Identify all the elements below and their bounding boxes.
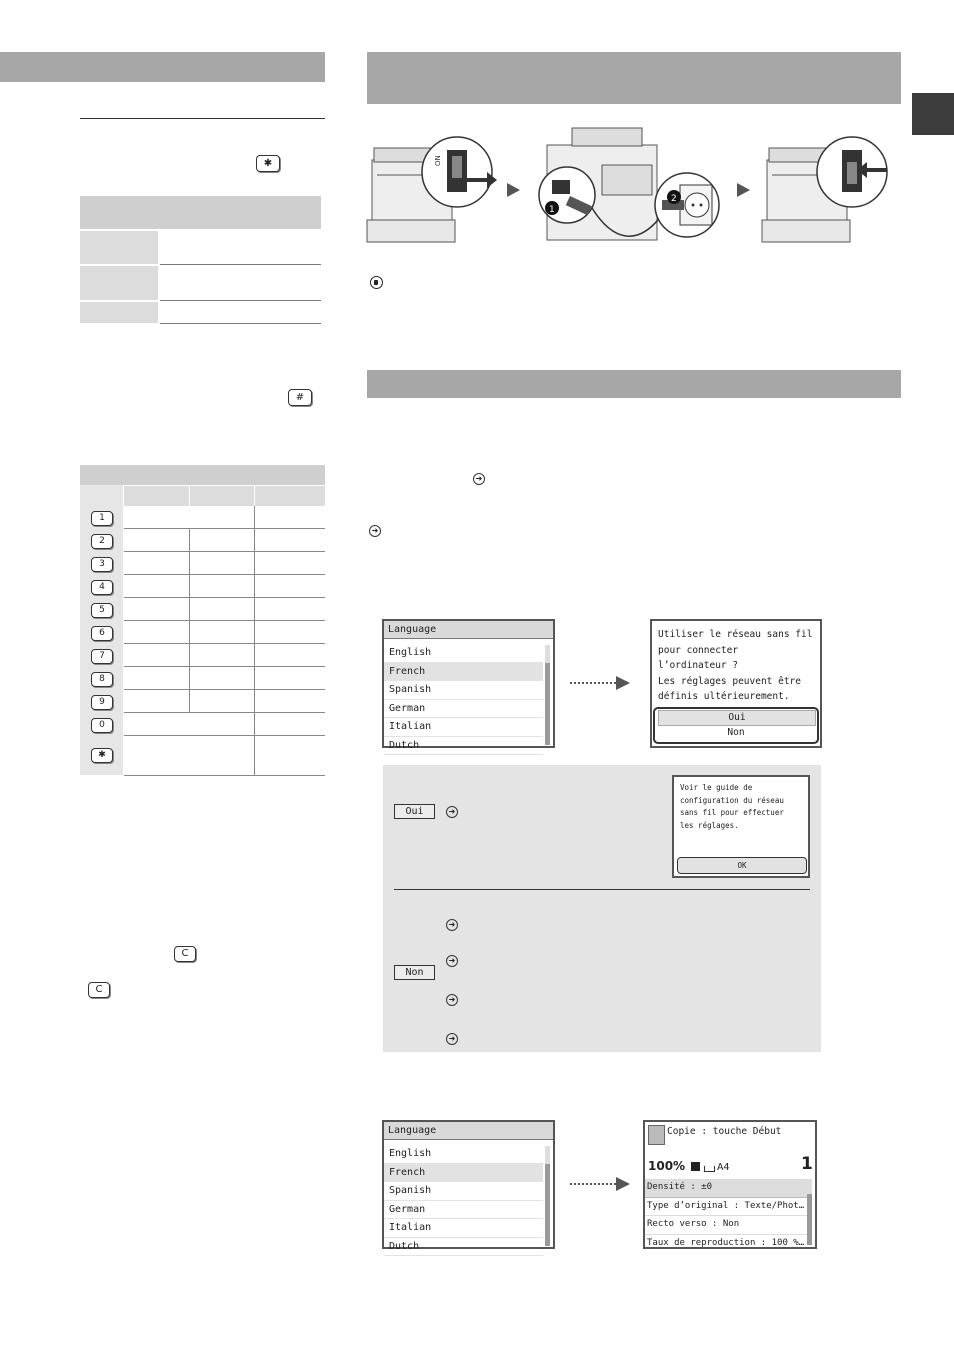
guide-line: sans fil pour effectuer [680, 808, 784, 817]
table-rule [124, 735, 325, 736]
table-rule [124, 666, 325, 667]
language-list [384, 1145, 553, 1256]
table-row-label [80, 266, 158, 300]
guide-line: configuration du réseau [680, 795, 784, 805]
divider [80, 118, 325, 119]
language-item[interactable]: French [384, 1164, 543, 1183]
table-rule [124, 551, 325, 552]
on-label: ON [434, 155, 442, 166]
numpad-key-0: 0 [91, 718, 113, 733]
guide-line: Voir le guide de [680, 783, 753, 792]
numpad-key-4: 4 [91, 580, 113, 595]
screen-title: Language [384, 621, 553, 639]
language-list [384, 644, 553, 755]
power-on-illustration [362, 120, 907, 255]
numpad-key-1: 1 [91, 511, 113, 526]
clear-key: C [174, 946, 196, 962]
language-item[interactable]: Spanish [384, 1182, 543, 1201]
numpad-key-6: 6 [91, 626, 113, 641]
table-rule [124, 597, 325, 598]
copy-title: Copie : touche Début [667, 1126, 782, 1137]
right-section-bar [367, 52, 901, 104]
language-item[interactable]: German [384, 1201, 543, 1220]
language-item[interactable]: Italian [384, 718, 543, 737]
left-section-bar [0, 52, 325, 82]
table-rule [160, 300, 321, 301]
non-option[interactable]: Non [727, 727, 745, 738]
language-item[interactable]: Italian [384, 1219, 543, 1238]
table-rule [160, 264, 321, 265]
table-rule [124, 643, 325, 644]
screen-title: Language [384, 1122, 553, 1140]
guide-line: les réglages. [680, 820, 739, 830]
panel-divider [394, 889, 810, 890]
numpad-header [80, 465, 325, 485]
paper-size: A4 [717, 1162, 730, 1173]
table-header [80, 196, 321, 229]
callout-two-label: 2 [671, 194, 677, 204]
scroll-thumb[interactable] [545, 1164, 550, 1246]
setting-row[interactable]: Taux de reproduction : 100 %… [647, 1237, 805, 1248]
language-screen [382, 619, 555, 751]
reference-arrow-icon: ➜ [446, 1033, 458, 1045]
language-item[interactable]: French [384, 663, 543, 682]
language-item[interactable]: English [384, 644, 543, 663]
copy-count: 1 [801, 1154, 813, 1174]
copy-screen [643, 1120, 817, 1249]
clear-key: C [88, 982, 110, 998]
oui-label: Oui [394, 804, 435, 819]
right-section-bar-2 [367, 370, 901, 398]
prompt-line: pour connecter [658, 644, 739, 656]
dotted-arrow [570, 1183, 616, 1185]
table-rule [160, 323, 321, 324]
language-screen-2 [382, 1120, 555, 1252]
table-rule [124, 528, 325, 529]
numpad-key-9: 9 [91, 695, 113, 710]
language-item[interactable]: Dutch [384, 737, 543, 756]
prompt-line: Utiliser le réseau sans fil [658, 629, 813, 640]
star-key: ✱ [256, 155, 280, 172]
ok-button[interactable]: OK [677, 857, 807, 874]
guide-screen [672, 775, 810, 878]
numpad-key-7: 7 [91, 649, 113, 664]
zoom-value: 100% [648, 1159, 686, 1173]
setting-row[interactable]: Densité : ±0 [645, 1179, 808, 1198]
copy-settings [645, 1179, 808, 1252]
copy-icon [648, 1125, 665, 1145]
hash-key: # [288, 389, 312, 406]
non-label: Non [394, 965, 435, 980]
reference-arrow-icon: ➜ [446, 994, 458, 1006]
arrow-head [616, 1177, 630, 1191]
language-item[interactable]: Dutch [384, 1238, 543, 1257]
scroll-thumb[interactable] [545, 663, 550, 745]
paper-icon [691, 1162, 700, 1171]
reference-arrow-icon: ➜ [473, 473, 485, 485]
setting-row[interactable]: Type d’original : Texte/Phot… [645, 1198, 808, 1217]
table-rule [124, 775, 325, 776]
step-arrow [507, 183, 520, 197]
numpad-subheader [124, 486, 325, 506]
numpad-key-star: ✱ [91, 748, 113, 763]
col-divider [189, 486, 190, 506]
col-rule [254, 506, 255, 775]
prompt-line: définis ultérieurement. [658, 691, 790, 702]
chapter-tab [912, 93, 954, 135]
scroll-thumb[interactable] [807, 1194, 812, 1245]
setting-row[interactable]: Recto verso : Non [645, 1216, 808, 1235]
tray-icon [704, 1166, 715, 1172]
reference-arrow-icon: ➜ [446, 955, 458, 967]
wireless-prompt-screen [650, 619, 822, 748]
numpad-key-8: 8 [91, 672, 113, 687]
table-rule [124, 620, 325, 621]
language-item[interactable]: English [384, 1145, 543, 1164]
table-row-label [80, 231, 158, 264]
numpad-key-2: 2 [91, 534, 113, 549]
oui-option[interactable]: Oui [658, 710, 816, 726]
callout-one-label: 1 [549, 205, 555, 215]
table-rule [124, 574, 325, 575]
reference-arrow-icon: ➜ [446, 919, 458, 931]
prompt-line: Les réglages peuvent être [658, 675, 801, 687]
reference-arrow-icon: ➜ [446, 806, 458, 818]
reference-arrow-icon: ➜ [369, 525, 381, 537]
language-item[interactable]: Spanish [384, 681, 543, 700]
table-rule [124, 689, 325, 690]
numpad-key-5: 5 [91, 603, 113, 618]
step-arrow [737, 183, 750, 197]
col-rule [189, 528, 190, 712]
table-rule [124, 712, 325, 713]
dotted-arrow [570, 682, 616, 684]
language-item[interactable]: German [384, 700, 543, 719]
col-divider [254, 486, 255, 506]
arrow-head [616, 676, 630, 690]
caution-icon [370, 276, 383, 289]
numpad-key-3: 3 [91, 557, 113, 572]
table-row-label [80, 302, 158, 323]
prompt-line: l’ordinateur ? [658, 660, 739, 671]
